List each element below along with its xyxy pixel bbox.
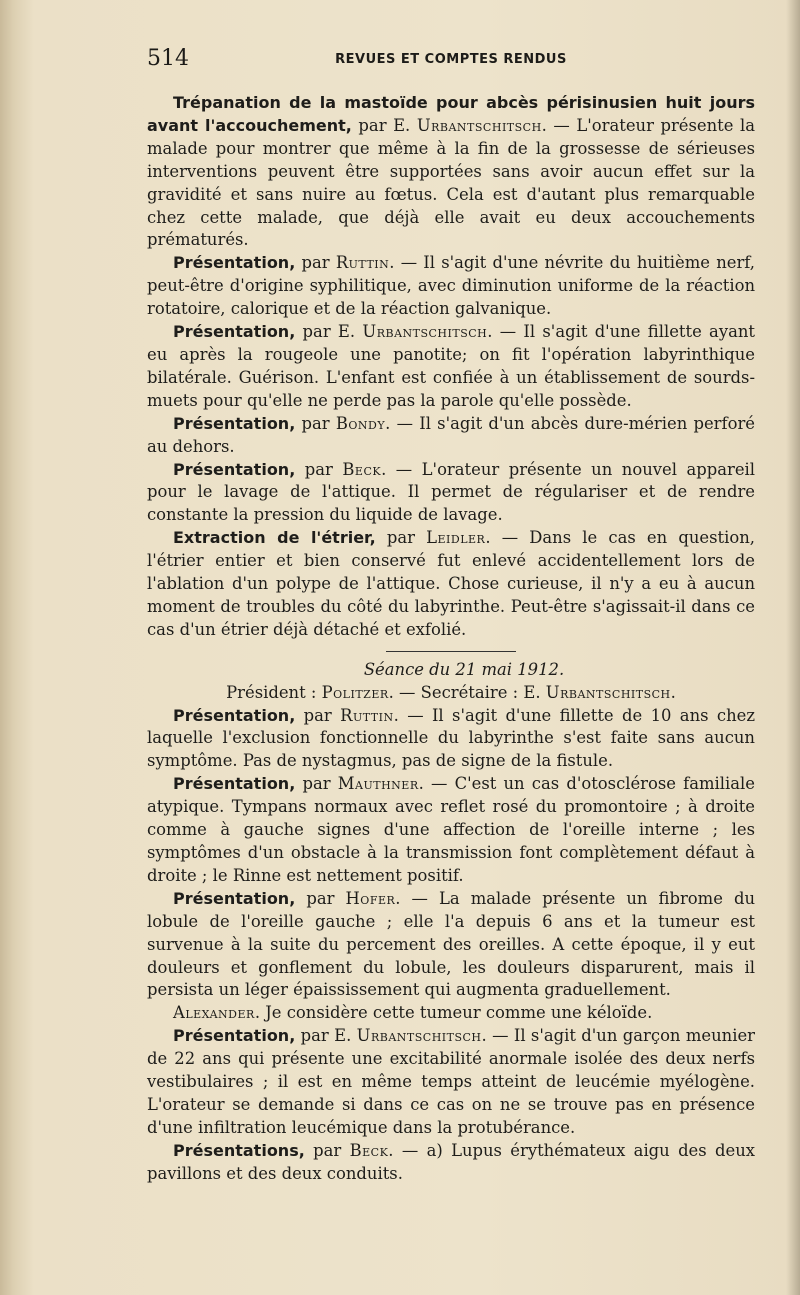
- paragraph-text: . — Il s'agit d'un garçon meunier de 22 ans qui présente une excitabilité anormale isolée des deux nerfs vestibulaires ; il est en même temps atteint de leucémie myélogène. L'orateur se demande si dans ce cas on ne se trouve pas en présence d'une infiltration leucémique dans la protubérance.: [147, 1026, 755, 1137]
- author-name: Beck: [349, 1140, 389, 1160]
- paragraph-heading: Présentation,: [173, 888, 296, 908]
- paragraph: [147, 459, 755, 528]
- author-name: Leidler: [426, 528, 486, 548]
- paragraph-text: . Je considère cette tumeur comme une kéloïde.: [254, 1003, 653, 1023]
- page-header: [147, 46, 755, 74]
- paragraph-text: . — Il s'agit d'une névrite du huitième nerf, peut-être d'origine syphilitique, avec diminution uniforme de la réaction rotatoire, calorique et de la réaction galvanique.: [147, 253, 755, 319]
- paragraph: [147, 888, 755, 1003]
- paragraph-by: par: [295, 459, 343, 479]
- paragraph-heading: Présentation,: [173, 322, 296, 342]
- paragraph-by: par: [295, 774, 338, 794]
- paragraph-by: par E.: [295, 322, 363, 342]
- author-name: Beck: [342, 459, 382, 479]
- paragraph-text: . — Il s'agit d'un abcès dure-mérien perforé au dehors.: [147, 413, 755, 456]
- paragraph-text: . — Il s'agit d'une fillette de 10 ans chez laquelle l'exclusion fonctionnelle du labyrinthe s'est faite sans aucun symptôme. Pas de nystagmus, pas de signe de la fistule.: [147, 705, 755, 771]
- paragraph-text: . — a) Lupus érythémateux aigu des deux pavillons et des deux conduits.: [147, 1140, 755, 1183]
- paragraph-text: . — L'orateur présente un nouvel appareil pour le lavage de l'attique. Il permet de régulariser et de rendre constante la pression du liquide de lavage.: [147, 459, 755, 525]
- paragraph-heading: Présentation,: [173, 774, 296, 794]
- paragraph-text: . — Il s'agit d'une fillette ayant eu après la rougeole une panotite; on fit l'opération labyrinthique bilatérale. Guérison. L'enfant est confiée à un établissement de sourds-muets pour qu'elle ne perde pas la parole qu'elle possède.: [147, 322, 755, 410]
- paragraph: [147, 321, 755, 413]
- paragraph-text: . — Dans le cas en question, l'étrier entier et bien conservé fut enlevé accidentellement lors de l'ablation d'un polype de l'attique. Chose curieuse, il n'y a eu à aucun moment de troubles du côté du labyrinthe. Peut-être s'agissait-il dans ce cas d'un étrier déjà détaché et exfolié.: [147, 528, 755, 639]
- paragraph-heading: Présentation,: [173, 413, 296, 433]
- presidency-line: Président : Politzer. — Secrétaire : E. Urbantschitsch.: [226, 682, 676, 702]
- paragraph: [147, 1002, 755, 1025]
- paragraph-heading: Présentation,: [173, 705, 296, 725]
- running-head: REVUES ET COMPTES RENDUS: [335, 52, 567, 67]
- author-name: Urbantschitsch: [416, 115, 542, 135]
- secretary-name: Urbantschitsch: [545, 682, 671, 702]
- paragraph-text: . — La malade présente un fibrome du lobule de l'oreille gauche ; elle l'a depuis 6 ans et la tumeur est survenue à la suite du percement des oreilles. A cette époque, il y eut douleurs et gonflement du lobule, les douleurs disparurent, mais il persista un léger épaississement qui augmenta graduellement.: [147, 888, 755, 1000]
- paragraph-text: . — L'orateur présente la malade pour montrer que même à la fin de la grossesse de sérieuses interventions peuvent être supportées sans avoir aucun effet sur la gravidité et sans nuire au fœtus. Cela est d'autant plus remarquable chez cette malade, que déjà elle avait eu deux accouchements prématurés.: [147, 115, 756, 250]
- paragraph: [147, 252, 755, 321]
- section-before-seance: [147, 92, 755, 642]
- paragraph: [147, 92, 755, 252]
- paragraph-by: par: [295, 888, 346, 908]
- author-name: Urbantschitsch: [356, 1026, 482, 1046]
- author-name: Ruttin: [340, 705, 394, 725]
- author-name: Urbantschitsch: [362, 322, 488, 342]
- section-after-seance: [147, 705, 755, 1186]
- paragraph-by: par: [295, 253, 336, 273]
- paragraph-heading: Extraction de l'étrier,: [173, 528, 376, 548]
- paragraph-by: par E.: [295, 1026, 357, 1046]
- author-name: Bondy: [335, 413, 386, 433]
- paragraph: [147, 1025, 755, 1140]
- paragraph: [147, 773, 755, 888]
- paragraph: [147, 1140, 755, 1186]
- seance-title: Séance du 21 mai 1912.: [363, 659, 565, 679]
- paragraph-heading: Présentations,: [173, 1140, 305, 1160]
- section-divider: [386, 651, 516, 652]
- paragraph: [147, 527, 755, 642]
- author-name: Hofer: [345, 888, 396, 908]
- paragraph: [147, 705, 755, 774]
- author-name: Alexander: [173, 1003, 255, 1023]
- paragraph-by: par E.: [351, 115, 417, 135]
- paragraph-by: par: [295, 705, 341, 725]
- president-name: Politzer: [321, 682, 389, 702]
- paragraph-by: par: [304, 1140, 350, 1160]
- article-body: [147, 92, 755, 1186]
- paragraph-by: par: [375, 528, 427, 548]
- paragraph-heading: Présentation,: [173, 1026, 296, 1046]
- paragraph-heading: Présentation,: [173, 459, 296, 479]
- author-name: Ruttin: [335, 253, 390, 273]
- paragraph-by: par: [295, 413, 336, 433]
- paragraph-heading: Trépanation de la mastoïde pour abcès périsinusien huit jours avant l'accouchement,: [147, 93, 755, 135]
- page-number: 514: [147, 46, 189, 71]
- paragraph-heading: Présentation,: [173, 253, 296, 273]
- paragraph: [147, 413, 755, 459]
- paragraph-text: . — C'est un cas d'otosclérose familiale atypique. Tympans normaux avec reflet rosé du promontoire ; à droite comme à gauche signes d'une affection de l'oreille interne ; les symptômes d'un obstacle à la transmission font complètement défaut à droite ; le Rinne est nettement positif.: [147, 774, 755, 885]
- author-name: Mauthner: [337, 774, 419, 794]
